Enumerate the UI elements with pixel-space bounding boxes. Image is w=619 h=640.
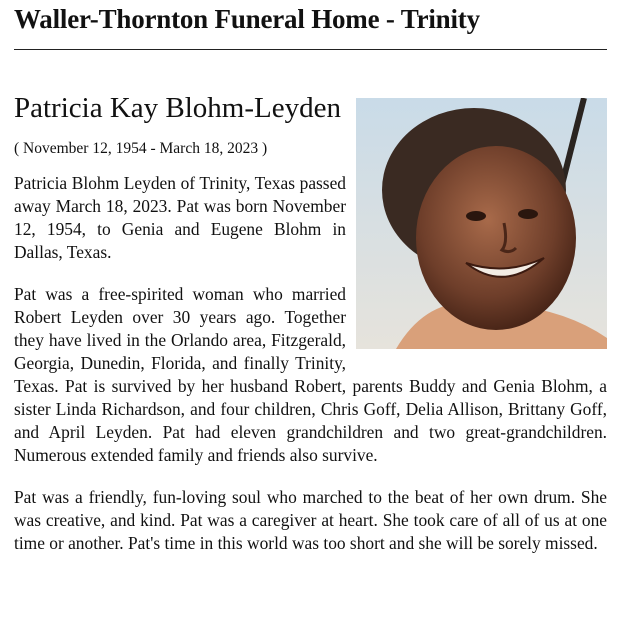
header-divider [14,49,607,50]
portrait-photo [356,98,607,349]
site-title: Waller-Thornton Funeral Home - Trinity [14,4,480,34]
obituary-paragraph-3: Pat was a friendly, fun-loving soul who marched to the beat of her own drum. She was creative, and kind. Pat was a caregiver at heart. She took care of all of us at one time or another. Pat's time in this world was too short and she will be sorely missed. [14,487,607,553]
deceased-name: Patricia Kay Blohm-Leyden [14,92,341,124]
portrait-illustration [356,98,607,349]
obituary-paragraph-2: Pat was a free-spirited woman who married Robert Leyden over 30 years ago. Together they have lived in the Orlando area, Fitzgerald, Georgia, Dunedin, Florida, and finally Trinity, Texas. Pat is survived by her husband Robert, parents Buddy and Genia Blohm, a sister Linda Richardson, and four children, Chris Goff, Delia Allison, Brittany Goff, and April Leyden. Pat had eleven grandchildren and two great-grandchildren. Numerous extended family and friends also survive. [14,284,607,465]
life-dates: ( November 12, 1954 - March 18, 2023 ) [14,140,268,157]
obituary-content [14,92,607,555]
obituary-paragraph-1: Patricia Blohm Leyden of Trinity, Texas passed away March 18, 2023. Pat was born November 12, 1954, to Genia and Eugene Blohm in Dallas, Texas. [14,173,346,262]
